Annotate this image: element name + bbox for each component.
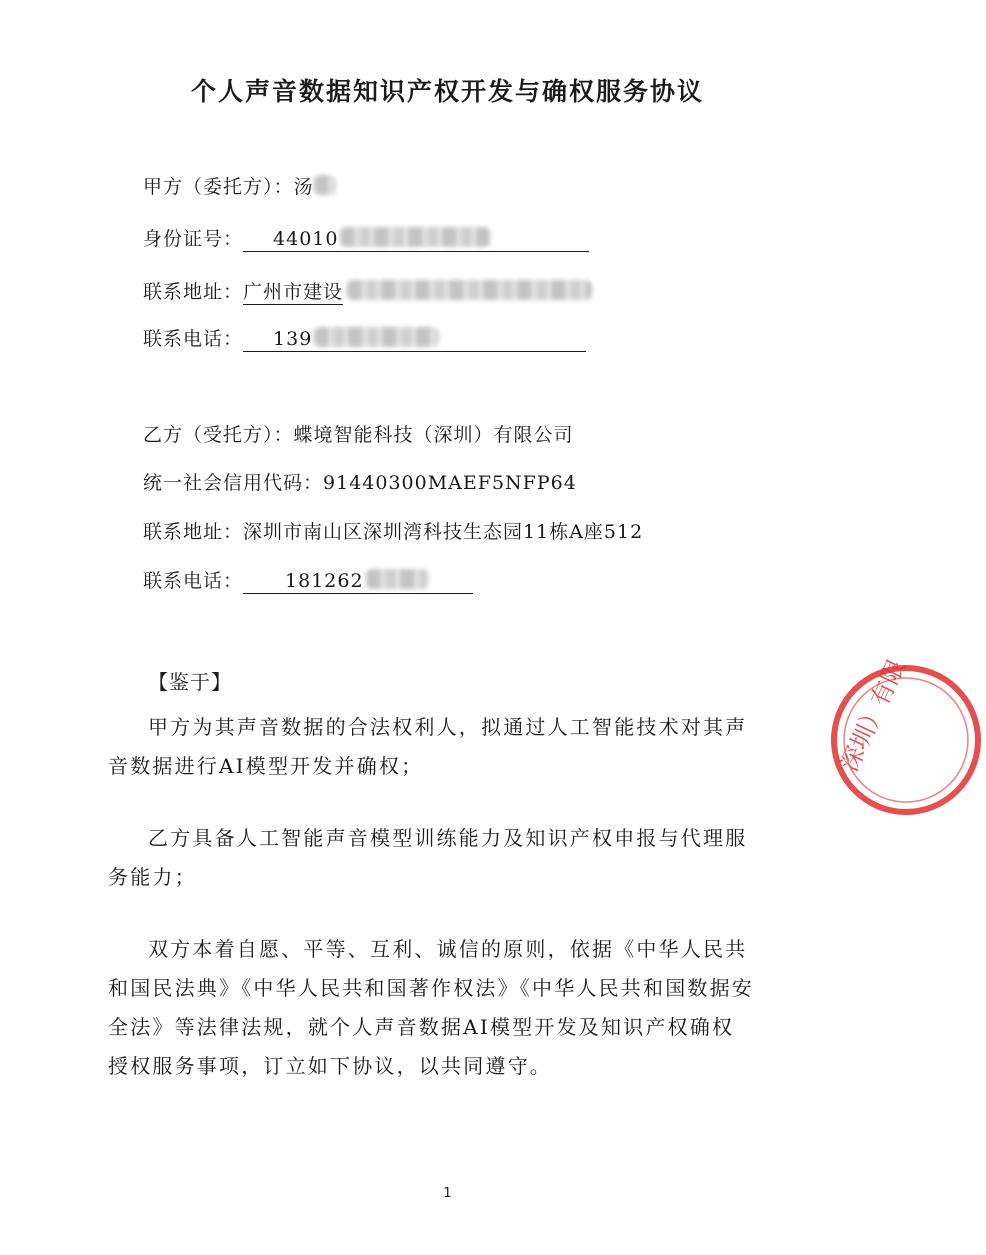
party-a-role-label: 甲方（委托方）：: [143, 176, 294, 198]
party-a-phone-value: 139: [273, 328, 313, 350]
party-b-name: 蝶境智能科技（深圳）有限公司: [293, 424, 574, 446]
party-b-phone-field: [243, 569, 473, 594]
redaction-blur: [314, 327, 439, 347]
party-a-name-row: [143, 174, 336, 200]
redaction-blur: [366, 569, 428, 589]
redaction-blur: [314, 175, 336, 195]
redaction-blur: [340, 227, 490, 247]
party-b-phone-row: [143, 568, 473, 594]
document-title: 个人声音数据知识产权开发与确权服务协议: [190, 77, 704, 106]
party-b-credit-row: [143, 470, 577, 496]
party-b-address-row: [143, 519, 643, 545]
party-a-id-label: 身份证号：: [143, 228, 244, 250]
party-a-phone-field: [243, 327, 586, 352]
party-b-credit-label: 统一社会信用代码：: [143, 472, 324, 494]
party-a-address-row: [143, 279, 592, 305]
party-b-address: 深圳市南山区深圳湾科技生态园11栋A座512: [243, 521, 644, 543]
company-seal: [826, 655, 986, 820]
party-a-id-row: [143, 226, 589, 252]
party-a-address-label: 联系地址：: [143, 281, 244, 303]
redaction-blur: [347, 280, 592, 300]
whereas-heading: 【鉴于】: [148, 670, 232, 694]
whereas-paragraph-2: 乙方具备人工智能声音模型训练能力及知识产权申报与代理服务能力；: [108, 826, 748, 889]
party-a-id-field: [243, 227, 589, 252]
party-b-name-row: [143, 422, 574, 448]
party-a-address-value: 广州市建设: [243, 281, 344, 303]
whereas-paragraph-3: 双方本着自愿、平等、互利、诚信的原则，依据《中华人民共和国民法典》《中华人民共和国著作权法》《中华人民共和国数据安全法》等法律法规，就个人声音数据AI模型开发及知识产权确权授权服务事项，订立如下协议，以共同遵守。: [108, 937, 754, 1078]
party-b-address-label: 联系地址：: [143, 521, 244, 543]
party-b-credit-code: 91440300MAEF5NFP64: [323, 472, 577, 494]
party-a-phone-row: [143, 326, 586, 352]
party-a-id-value: 44010: [273, 228, 339, 250]
party-b-phone-label: 联系电话：: [143, 570, 244, 592]
party-b-role-label: 乙方（受托方）：: [143, 424, 294, 446]
svg-text:深圳）有限: 深圳）有限: [834, 655, 911, 776]
page-number: 1: [443, 1186, 452, 1201]
whereas-paragraph-1: 甲方为其声音数据的合法权利人，拟通过人工智能技术对其声音数据进行AI模型开发并确权；: [108, 715, 748, 778]
party-a-name: 汤: [293, 176, 314, 198]
party-b-phone-value: 181262: [285, 570, 364, 592]
party-a-phone-label: 联系电话：: [143, 328, 244, 350]
